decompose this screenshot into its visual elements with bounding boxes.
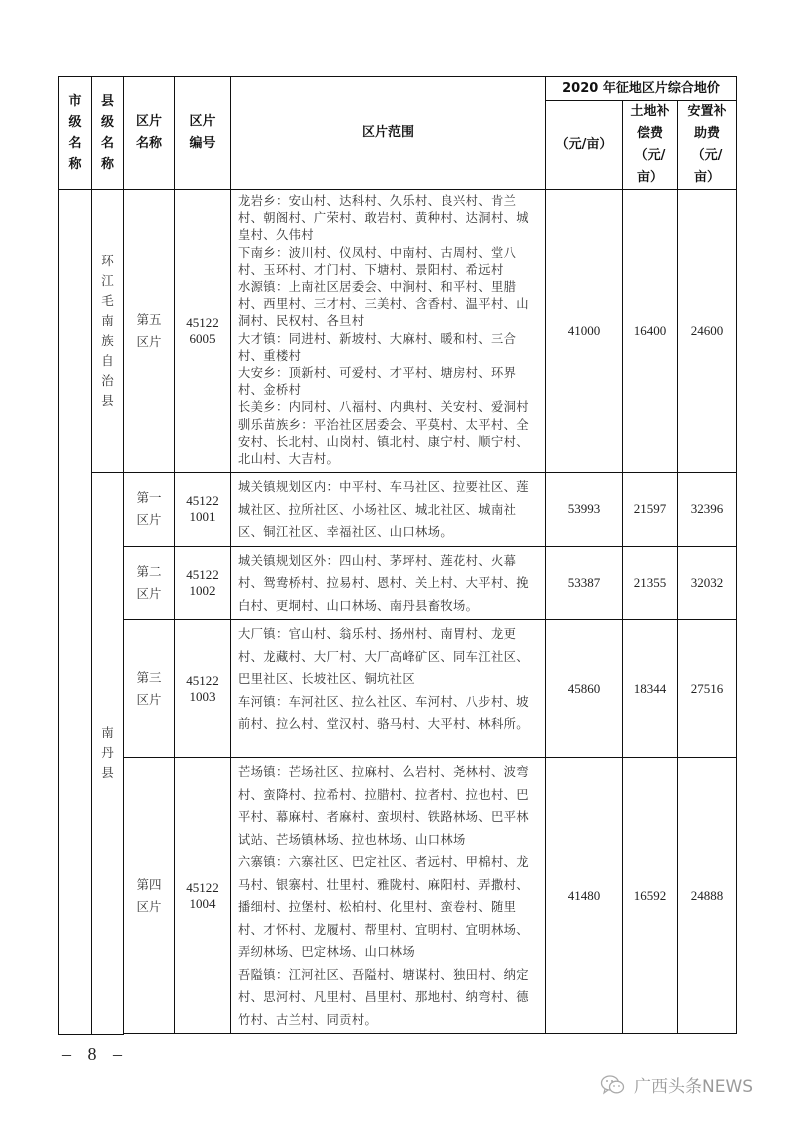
watermark	[600, 1072, 753, 1097]
county-name-cell: 环江毛南族自治县	[92, 190, 124, 473]
scope-segment: 大厂镇：官山村、翁乐村、扬州村、南胃村、龙更村、龙藏村、大厂村、大厂高峰矿区、同车江社区、巴里社区、长坡社区、铜坑社区	[238, 627, 529, 686]
resettlement-subsidy-cell: 24888	[678, 758, 737, 1034]
zone-name-cell: 第五区片	[124, 190, 175, 473]
table-row	[59, 758, 737, 1034]
zone-code-cell: 45122 1001	[175, 473, 231, 547]
table-row	[59, 620, 737, 758]
watermark-text: 广西头条NEWS	[634, 1077, 754, 1097]
zone-name-cell: 第四区片	[124, 758, 175, 1034]
resettlement-subsidy-cell: 32396	[678, 473, 737, 547]
zone-scope-cell	[231, 473, 546, 547]
table-row	[59, 546, 737, 620]
zone-scope-cell	[231, 546, 546, 620]
zone-name-cell: 第一区片	[124, 473, 175, 547]
resettlement-subsidy-cell: 24600	[678, 190, 737, 473]
scope-segment: 大才镇：同进村、新坡村、大麻村、暖和村、三合村、重楼村	[238, 331, 517, 363]
zone-scope-cell	[231, 620, 546, 758]
scope-segment: 吾隘镇：江河社区、吾隘村、塘谋村、独田村、纳定村、思河村、凡里村、昌里村、那地村、纳弯村、德竹村、古兰村、同贡村。	[238, 967, 529, 1027]
header-county-name: 县级名称	[92, 77, 124, 190]
zone-name-cell: 第三区片	[124, 620, 175, 758]
land-compensation-cell: 18344	[623, 620, 678, 758]
header-zone-name: 区片名称	[124, 77, 175, 190]
land-compensation-cell: 21597	[623, 473, 678, 547]
wechat-icon	[600, 1074, 626, 1096]
scope-segment: 大安乡：顶新村、可爱村、才平村、塘房村、环界村、金桥村	[238, 366, 517, 398]
land-compensation-cell: 21355	[623, 546, 678, 620]
zone-name-cell: 第二区片	[124, 546, 175, 620]
header-zone-code: 区片编号	[175, 77, 231, 190]
zone-code-cell: 45122 1003	[175, 620, 231, 758]
total-price-cell: 53993	[546, 473, 623, 547]
total-price-cell: 41480	[546, 758, 623, 1034]
scope-segment: 车河镇：车河社区、拉么社区、车河村、八步村、坡前村、拉么村、堂汉村、骆马村、大平村、林科所。	[238, 694, 529, 731]
scope-segment: 城关镇规划区外：四山村、茅坪村、莲花村、火幕村、鸳鸯桥村、拉易村、恩村、关上村、大平村、挽白村、更垌村、山口林场、南丹县畜牧场。	[238, 553, 529, 613]
spacer-row	[59, 1034, 737, 1035]
scope-segment: 水源镇：上南社区居委会、中涧村、和平村、里腊村、西里村、三才村、三美村、含香村、温平村、山洞村、民权村、各旦村	[238, 280, 529, 329]
scope-segment: 下南乡：波川村、仪凤村、中南村、古周村、堂八村、玉环村、才门村、下塘村、景阳村、希远村	[238, 245, 517, 277]
header-total-price: （元/亩）	[546, 101, 623, 190]
land-compensation-cell: 16592	[623, 758, 678, 1034]
header-city-name: 市级名称	[59, 77, 92, 190]
scope-segment: 六寨镇：六寨社区、巴定社区、者远村、甲棉村、龙马村、银寨村、壮里村、雅陇村、麻阳村、弄撒村、播细村、拉堡村、松柏村、化里村、蛮卷村、随里村、才怀村、龙履村、帮里村、宜明村、宜明林场、弄纫林场、巴定林场、山口林场	[238, 855, 529, 959]
zone-scope-cell	[231, 190, 546, 473]
header-zone-scope: 区片范围	[231, 77, 546, 190]
scope-segment: 芒场镇：芒场社区、拉麻村、么岩村、尧林村、波弯村、蛮降村、拉希村、拉腊村、拉者村、拉也村、巴平村、幕麻村、者麻村、蛮坝村、铁路林场、巴平林试站、芒场镇林场、拉也林场、山口林场	[238, 765, 529, 847]
zone-code-cell: 45122 1002	[175, 546, 231, 620]
total-price-cell: 41000	[546, 190, 623, 473]
zone-scope-cell	[231, 758, 546, 1034]
land-compensation-cell: 16400	[623, 190, 678, 473]
scope-segment: 城关镇规划区内：中平村、车马社区、拉要社区、莲城社区、拉所社区、小场社区、城北社区、城南社区、铜江社区、幸福社区、山口林场。	[238, 480, 529, 539]
page-number: – 8 –	[62, 1044, 128, 1064]
county-name-cell: 南丹县	[92, 473, 124, 1035]
total-price-cell: 45860	[546, 620, 623, 758]
zone-code-cell: 45122 1004	[175, 758, 231, 1034]
city-name-cell	[59, 190, 92, 1035]
header-price-group: 2020 年征地区片综合地价	[546, 77, 737, 101]
land-price-table	[58, 76, 737, 1035]
resettlement-subsidy-cell: 27516	[678, 620, 737, 758]
table-row	[59, 190, 737, 473]
header-land-compensation: 土地补偿费（元/亩）	[623, 101, 678, 190]
scope-segment: 龙岩乡：安山村、达科村、久乐村、良兴村、肯兰村、朝阁村、广荣村、敢岩村、黄种村、达洞村、城皇村、久伟村	[238, 194, 529, 243]
table-row	[59, 473, 737, 547]
resettlement-subsidy-cell: 32032	[678, 546, 737, 620]
scope-segment: 驯乐苗族乡：平治社区居委会、平莫村、太平村、全安村、长北村、山岗村、镇北村、康宁村、顺宁村、北山村、大吉村。	[238, 417, 529, 467]
total-price-cell: 53387	[546, 546, 623, 620]
zone-code-cell: 45122 6005	[175, 190, 231, 473]
header-resettlement-subsidy: 安置补助费（元/亩）	[678, 101, 737, 190]
scope-segment: 长美乡：内同村、八福村、内典村、关安村、爱洞村	[238, 400, 529, 415]
